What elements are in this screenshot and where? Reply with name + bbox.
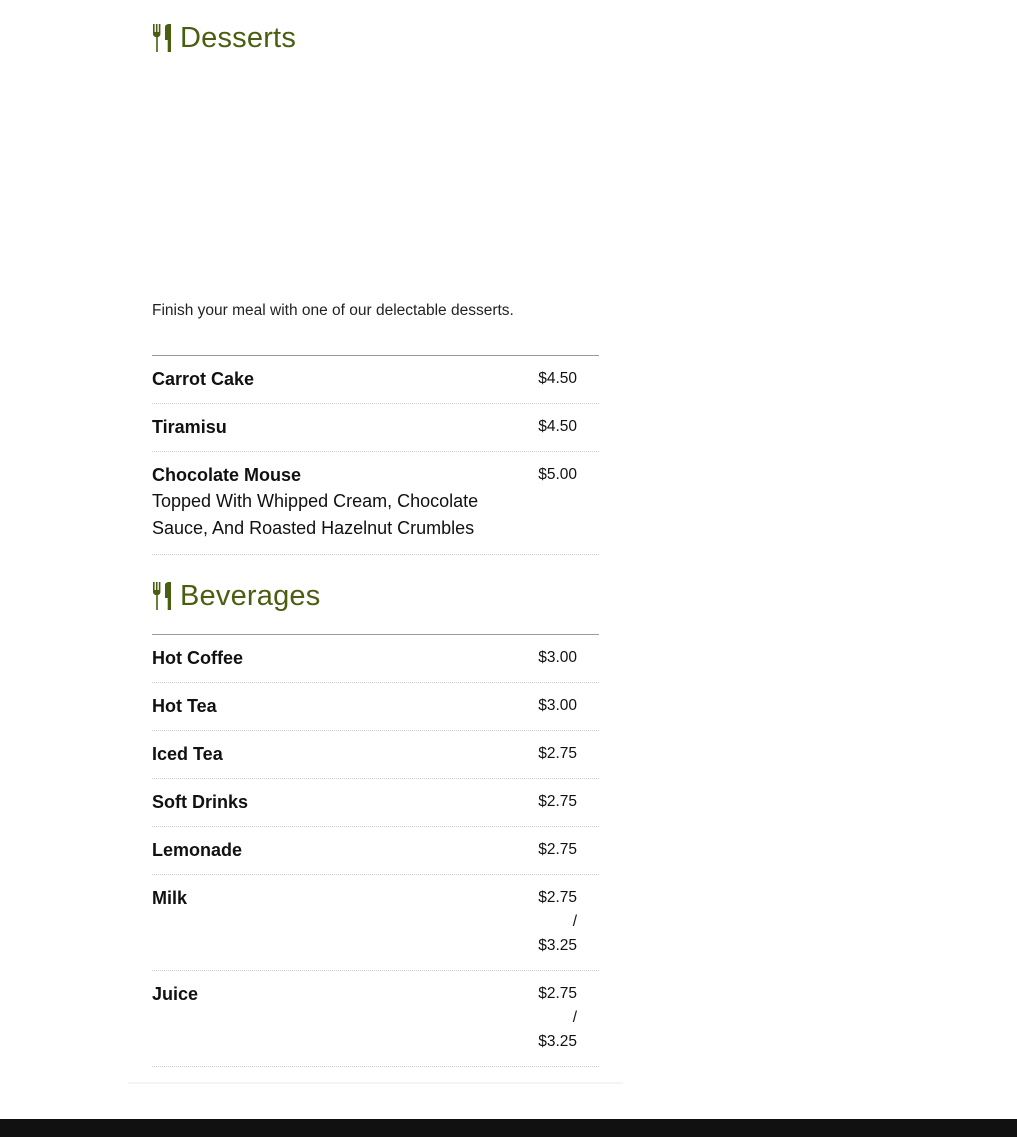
desserts-intro: Finish your meal with one of our delectable desserts. <box>152 302 514 319</box>
menu-item <box>152 356 599 404</box>
item-price: $3.00 <box>538 697 577 714</box>
desserts-heading <box>152 18 296 58</box>
item-name: Carrot Cake <box>152 369 255 389</box>
item-name: Milk <box>152 888 188 908</box>
item-name: Tiramisu <box>152 417 227 437</box>
item-price: $2.75 / $3.25 <box>538 985 577 1050</box>
fork-knife-icon <box>152 582 174 610</box>
item-name: Iced Tea <box>152 744 223 764</box>
item-price: $2.75 <box>538 745 577 762</box>
item-price: $5.00 <box>538 466 577 483</box>
menu-item <box>152 875 599 971</box>
desserts-title: Desserts <box>180 21 297 54</box>
item-price: $4.50 <box>538 418 577 435</box>
menu-item <box>152 683 599 731</box>
menu-item <box>152 731 599 779</box>
item-price: $2.75 / $3.25 <box>538 889 577 954</box>
item-price: $4.50 <box>538 370 577 387</box>
beverages-title: Beverages <box>180 579 321 612</box>
item-price: $2.75 <box>538 841 577 858</box>
menu-item <box>152 404 599 452</box>
menu-item <box>152 971 599 1067</box>
item-name: Hot Coffee <box>152 648 243 668</box>
content-divider <box>128 1082 623 1084</box>
menu-item <box>152 779 599 827</box>
desserts-image-area <box>152 60 599 290</box>
footer-bar <box>0 1119 1017 1137</box>
fork-knife-icon <box>152 24 174 52</box>
item-description: Topped With Whipped Cream, Chocolate Sauce, And Roasted Hazelnut Crumbles <box>152 491 479 538</box>
item-price: $2.75 <box>538 793 577 810</box>
menu-item <box>152 635 599 683</box>
beverages-list <box>152 634 599 1067</box>
item-name: Juice <box>152 984 199 1004</box>
menu-item <box>152 452 599 555</box>
desserts-list <box>152 355 599 555</box>
item-name: Chocolate Mouse <box>152 465 302 485</box>
item-name: Lemonade <box>152 840 243 860</box>
beverages-heading <box>152 576 320 616</box>
item-price: $3.00 <box>538 649 577 666</box>
menu-item <box>152 827 599 875</box>
item-name: Soft Drinks <box>152 792 249 812</box>
item-name: Hot Tea <box>152 696 217 716</box>
